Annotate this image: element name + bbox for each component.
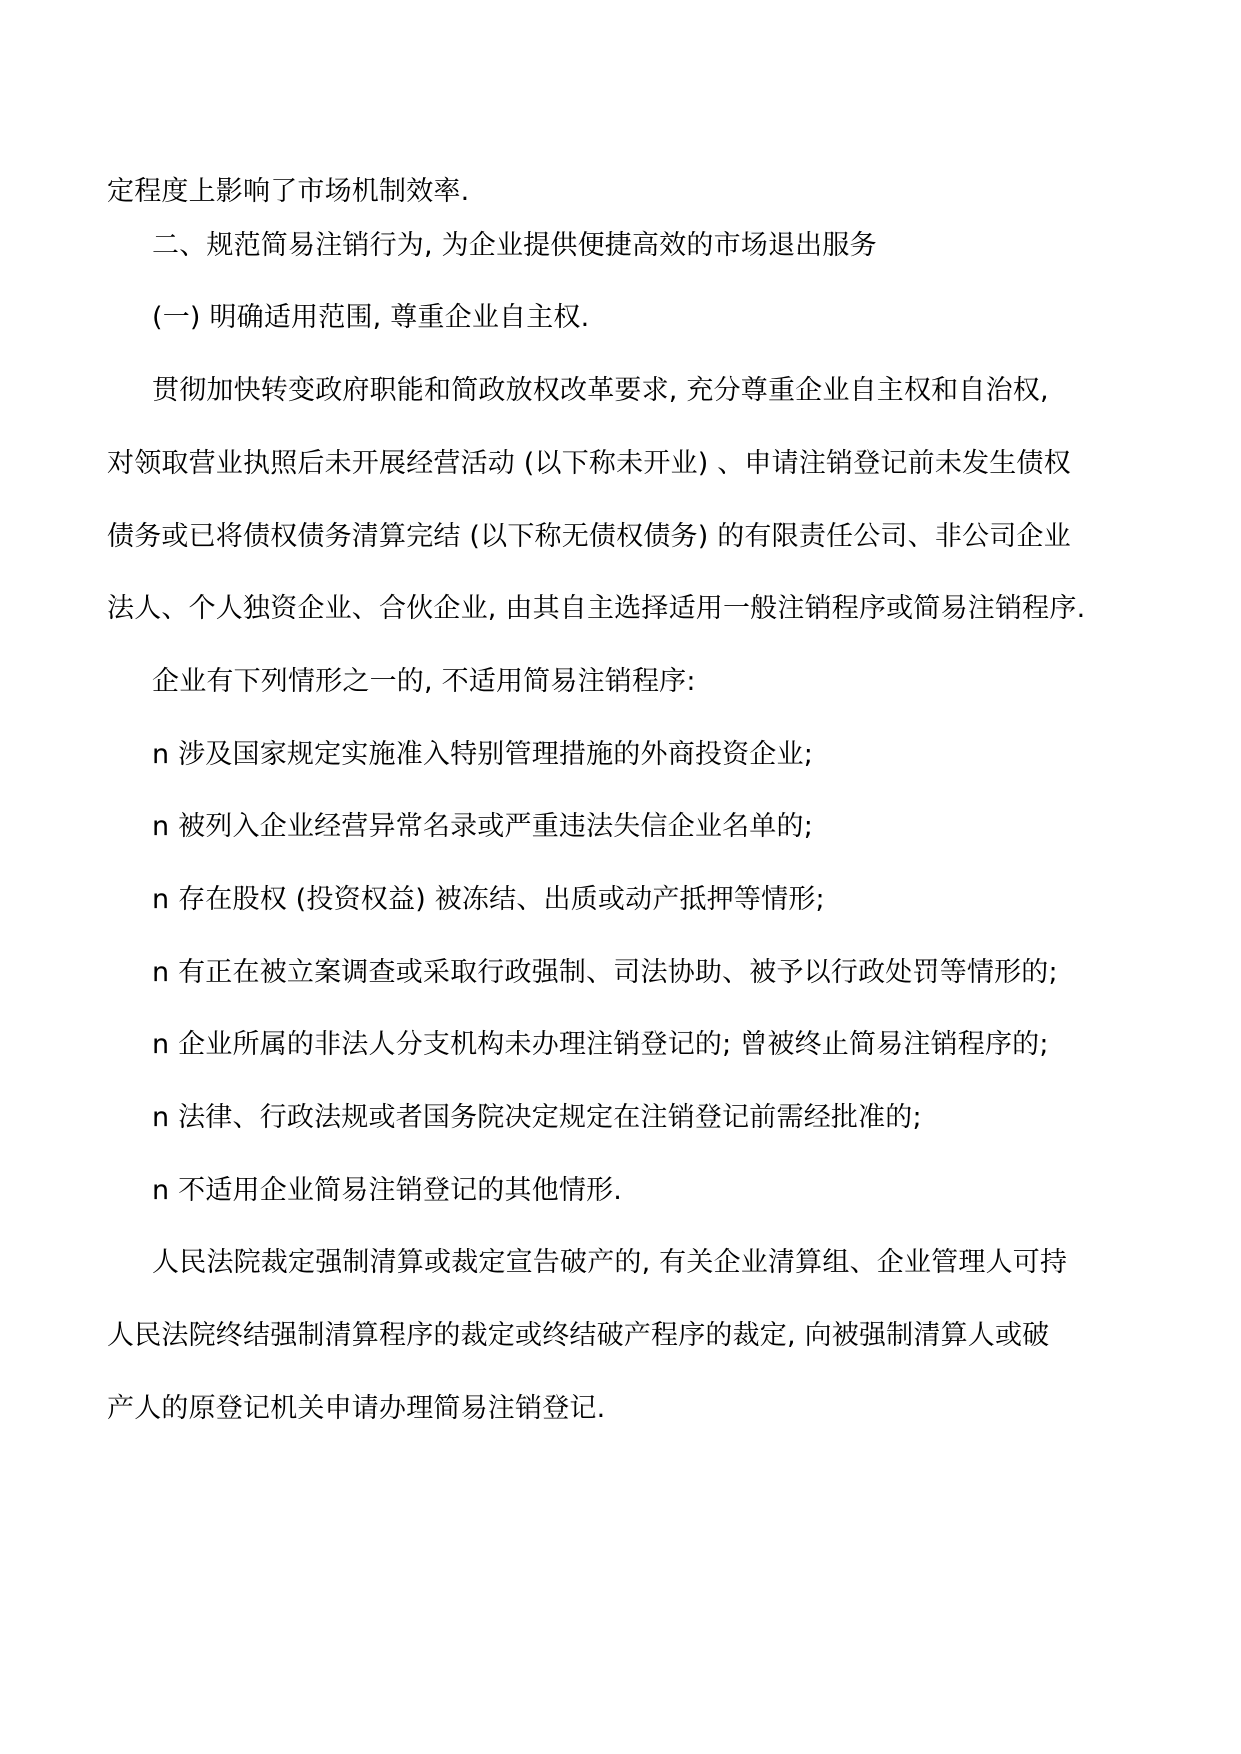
- paragraph-line: 企业有下列情形之一的, 不适用简易注销程序:: [152, 666, 696, 697]
- list-item: n 不适用企业简易注销登记的其他情形.: [152, 1175, 623, 1206]
- paragraph-line: 债务或已将债权债务清算完结 (以下称无债权债务) 的有限责任公司、非公司企业: [107, 521, 1071, 552]
- paragraph-line: 贯彻加快转变政府职能和简政放权改革要求, 充分尊重企业自主权和自治权,: [152, 375, 1049, 406]
- list-item: n 涉及国家规定实施准入特别管理措施的外商投资企业;: [152, 739, 813, 770]
- list-item: n 被列入企业经营异常名录或严重违法失信企业名单的;: [152, 811, 813, 842]
- paragraph-line: 产人的原登记机关申请办理简易注销登记.: [107, 1393, 606, 1424]
- paragraph-line: 人民法院终结强制清算程序的裁定或终结破产程序的裁定, 向被强制清算人或破: [107, 1320, 1050, 1351]
- paragraph-line: 人民法院裁定强制清算或裁定宣告破产的, 有关企业清算组、企业管理人可持: [152, 1247, 1068, 1278]
- subsection-heading: (一) 明确适用范围, 尊重企业自主权.: [152, 302, 590, 333]
- paragraph-line: 对领取营业执照后未开展经营活动 (以下称未开业) 、申请注销登记前未发生债权: [107, 448, 1071, 479]
- paragraph-line: 法人、个人独资企业、合伙企业, 由其自主选择适用一般注销程序或简易注销程序.: [107, 593, 1086, 624]
- list-item: n 企业所属的非法人分支机构未办理注销登记的; 曾被终止简易注销程序的;: [152, 1029, 1049, 1060]
- paragraph-line: 定程度上影响了市场机制效率.: [107, 176, 470, 207]
- list-item: n 法律、行政法规或者国务院决定规定在注销登记前需经批准的;: [152, 1102, 922, 1133]
- list-item: n 存在股权 (投资权益) 被冻结、出质或动产抵押等情形;: [152, 884, 825, 915]
- list-item: n 有正在被立案调查或采取行政强制、司法协助、被予以行政处罚等情形的;: [152, 957, 1058, 988]
- section-heading: 二、规范简易注销行为, 为企业提供便捷高效的市场退出服务: [152, 230, 877, 261]
